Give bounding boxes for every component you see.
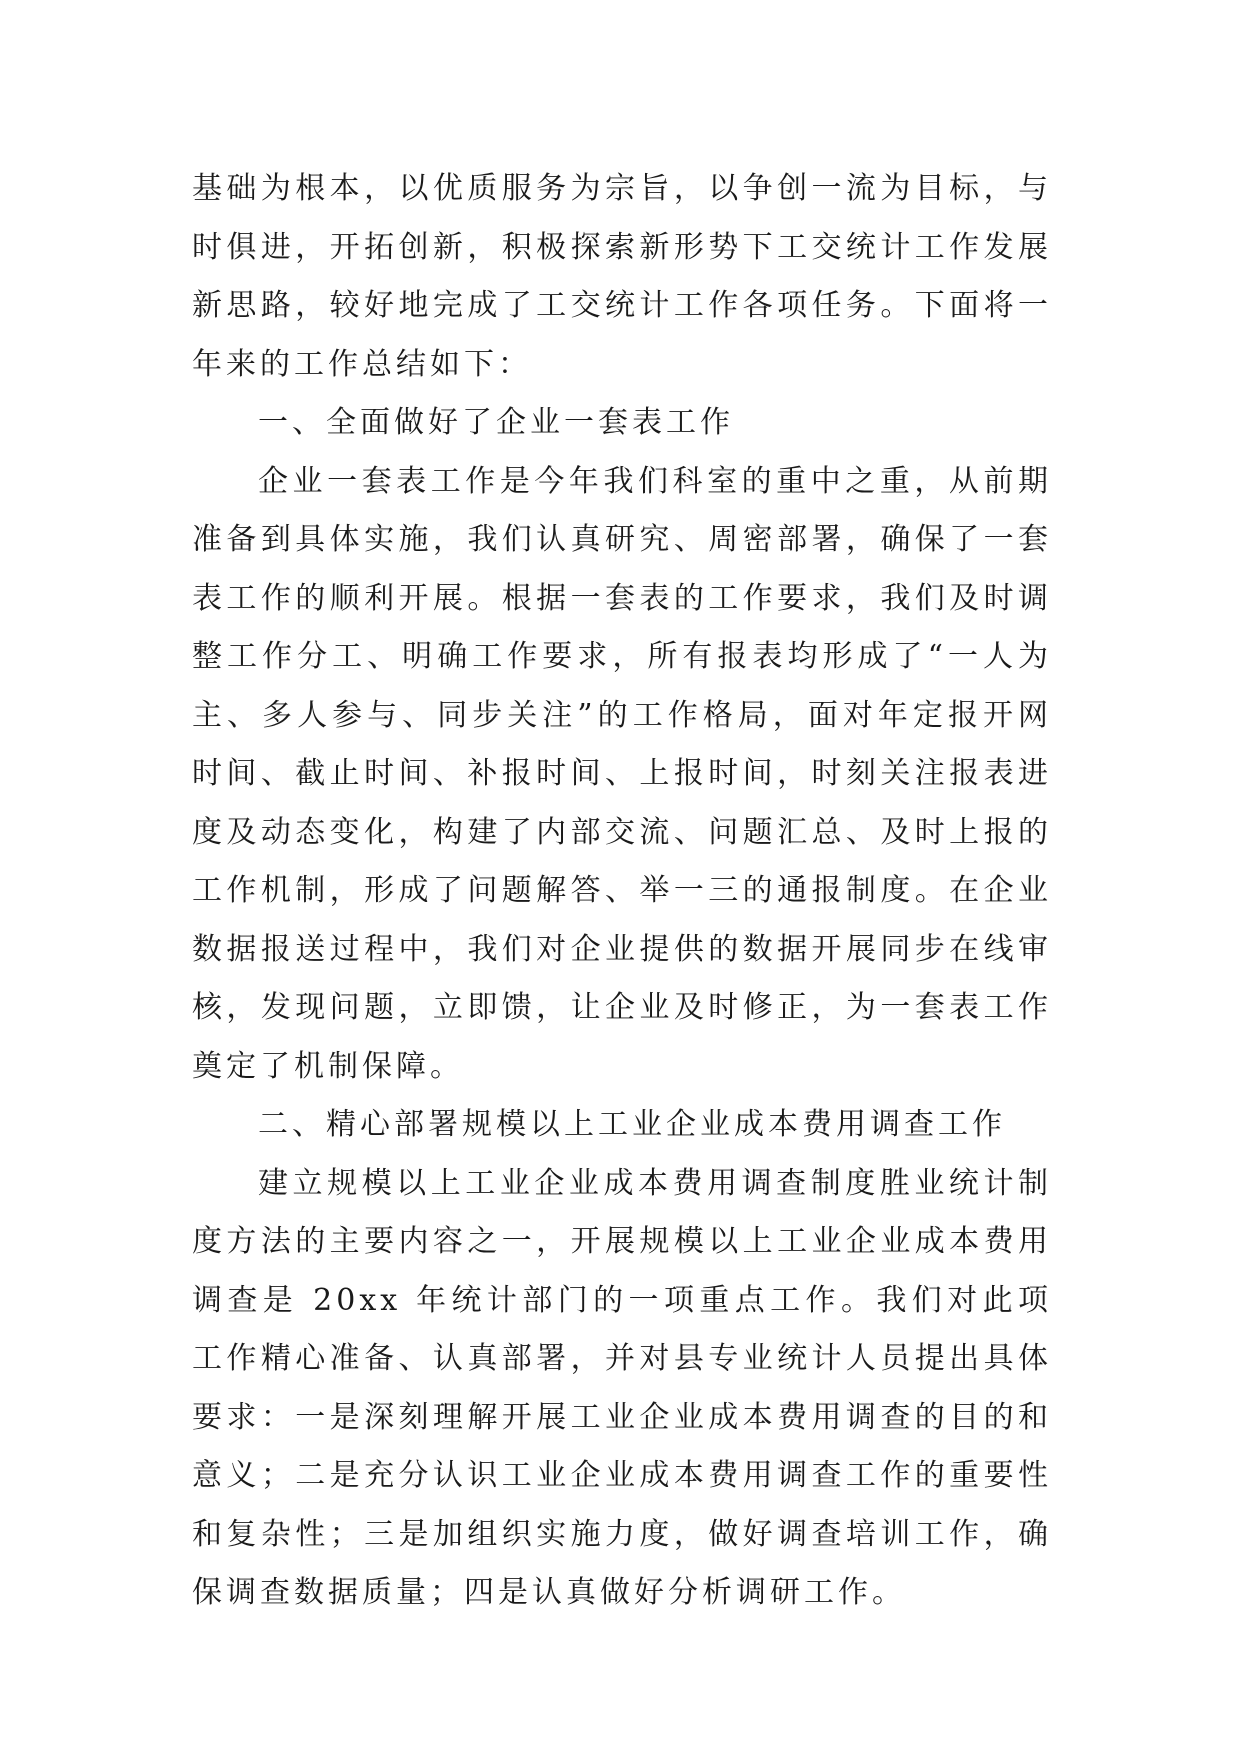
paragraph-intro: 基础为根本，以优质服务为宗旨，以争创一流为目标，与时俱进，开拓创新，积极探索新形势下工交统计工作发展新思路，较好地完成了工交统计工作各项任务。下面将一年来的工作总结如下： [192,171,1052,382]
paragraph-section-2: 建立规模以上工业企业成本费用调查制度胜业统计制度方法的主要内容之一，开展规模以上工业企业成本费用调查是 20xx 年统计部门的一项重点工作。我们对此项工作精心准备、认真部署，并对县专业统计人员提出具体要求：一是深刻理解开展工业企业成本费用调查的目的和意义；二是充分认识工业企业成本费用调查工作的重要性和复杂性；三是加组织实施力度，做好调查培训工作，确保调查数据质量；四是认真做好分析调研工作。 [192,1165,1052,1610]
section-heading-2: 二、精心部署规模以上工业企业成本费用调查工作 [258,1107,1006,1142]
document-body [192,160,1052,1623]
paragraph-section-1: 企业一套表工作是今年我们科室的重中之重，从前期准备到具体实施，我们认真研究、周密部署，确保了一套表工作的顺利开展。根据一套表的工作要求，我们及时调整工作分工、明确工作要求，所有报表均形成了“一人为主、多人参与、同步关注”的工作格局，面对年定报开网时间、截止时间、补报时间、上报时间，时刻关注报表进度及动态变化，构建了内部交流、问题汇总、及时上报的工作机制，形成了问题解答、举一三的通报制度。在企业数据报送过程中，我们对企业提供的数据开展同步在线审核，发现问题，立即馈，让企业及时修正，为一套表工作奠定了机制保障。 [192,463,1052,1084]
section-heading-1: 一、全面做好了企业一套表工作 [258,405,734,440]
